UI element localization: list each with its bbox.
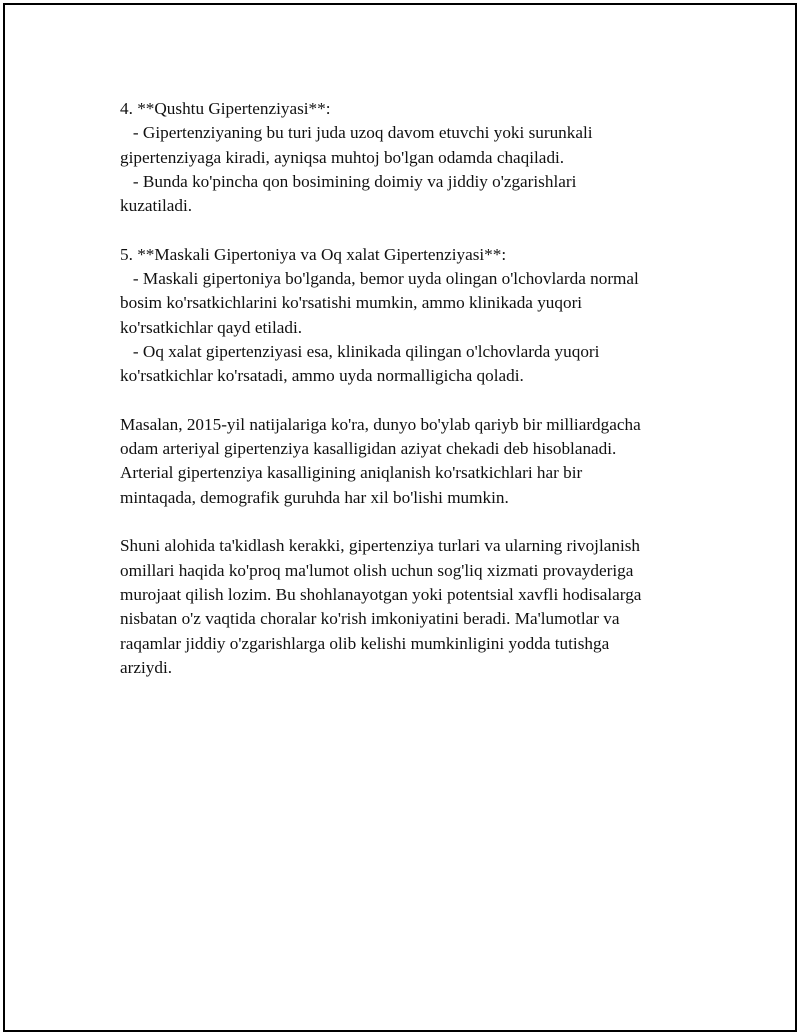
section-heading: 5. **Maskali Gipertoniya va Oq xalat Gipertenziyasi**: bbox=[120, 244, 507, 264]
text-line: murojaat qilish lozim. Bu shohlanayotgan yoki potentsial xavfli hodisalarga bbox=[120, 584, 642, 604]
text-line: Masalan, 2015-yil natijalariga ko'ra, dunyo bo'ylab qariyb bir milliardgacha bbox=[120, 414, 641, 434]
section-heading: 4. **Qushtu Gipertenziyasi**: bbox=[120, 99, 331, 118]
text-line: ko'rsatkichlar ko'rsatadi, ammo uyda normalligicha qoladi. bbox=[120, 366, 524, 386]
text-line: arziydi. bbox=[120, 657, 173, 677]
section-maskali-gipertoniya bbox=[120, 243, 700, 389]
text-line: kuzatiladi. bbox=[120, 196, 193, 216]
text-line: odam arteriyal gipertenziya kasalligidan aziyat chekadi deb hisoblanadi. bbox=[120, 439, 617, 459]
section-qushtu-gipertenziyasi bbox=[120, 97, 700, 218]
paragraph-conclusion bbox=[120, 534, 700, 680]
text-line: ko'rsatkichlar qayd etiladi. bbox=[120, 317, 303, 337]
document-body bbox=[120, 97, 700, 704]
text-line: raqamlar jiddiy o'zgarishlarga olib kelishi mumkinligini yodda tutishga bbox=[120, 633, 610, 653]
paragraph-statistics bbox=[120, 413, 700, 510]
text-line: bosim ko'rsatkichlarini ko'rsatishi mumkin, ammo klinikada yuqori bbox=[120, 293, 583, 313]
text-line: - Gipertenziyaning bu turi juda uzoq davom etuvchi yoki surunkali bbox=[120, 123, 593, 143]
document-page bbox=[3, 3, 797, 1032]
text-line: Arterial gipertenziya kasalligining aniqlanish ko'rsatkichlari har bir bbox=[120, 463, 583, 483]
text-line: nisbatan o'z vaqtida choralar ko'rish imkoniyatini beradi. Ma'lumotlar va bbox=[120, 609, 620, 629]
text-line: mintaqada, demografik guruhda har xil bo'lishi mumkin. bbox=[120, 487, 509, 507]
text-line: gipertenziyaga kiradi, ayniqsa muhtoj bo'lgan odamda chaqiladi. bbox=[120, 147, 565, 167]
text-line: - Bunda ko'pincha qon bosimining doimiy va jiddiy o'zgarishlari bbox=[120, 171, 577, 191]
text-line: - Maskali gipertoniya bo'lganda, bemor uyda olingan o'lchovlarda normal bbox=[120, 269, 639, 289]
text-line: - Oq xalat gipertenziyasi esa, klinikada qilingan o'lchovlarda yuqori bbox=[120, 341, 600, 361]
text-line: Shuni alohida ta'kidlash kerakki, gipertenziya turlari va ularning rivojlanish bbox=[120, 536, 641, 556]
text-line: omillari haqida ko'proq ma'lumot olish uchun sog'liq xizmati provayderiga bbox=[120, 560, 634, 580]
